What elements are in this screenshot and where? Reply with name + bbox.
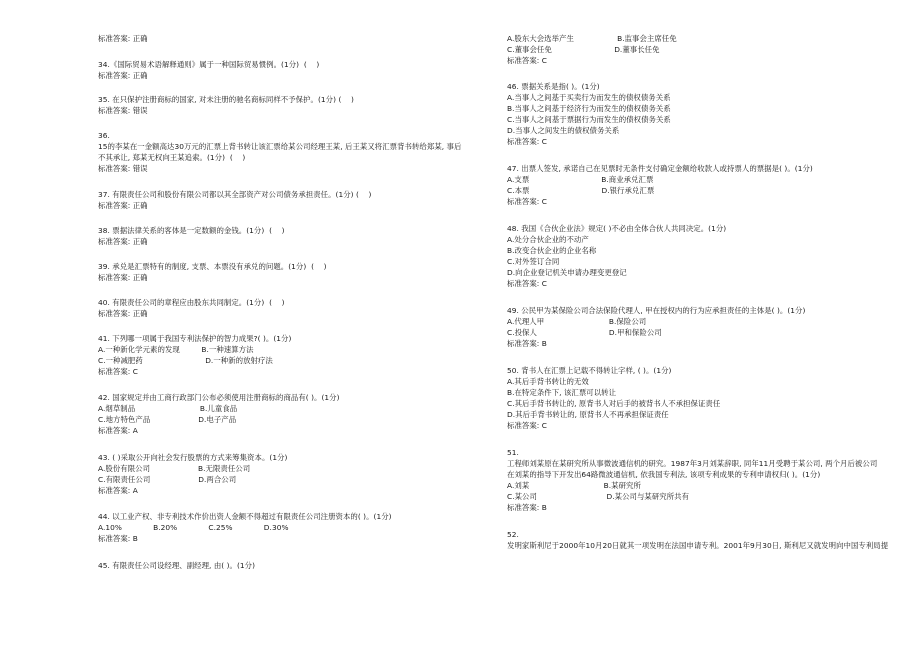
question-line: 38. 票据法律关系的客体是一定数额的金钱。(1分) ( ): [98, 226, 285, 235]
option-line: A.代理人甲 B.保险公司: [507, 317, 647, 326]
option-line: D.其后手背书转让的, 原背书人不再承担保证责任: [507, 410, 669, 419]
question-line: 发明家斯利尼于2000年10月20日就其一项发明在法国申请专利。2001年9月30日, 斯利尼又就发明向中国专利局提: [507, 541, 889, 550]
option-line: B.在特定条件下, 该汇票可以转让: [507, 388, 617, 397]
answer-line: 标准答案: C: [507, 56, 547, 65]
question-line: 39. 承兑是汇票特有的制度, 支票、本票没有承兑的问题。(1分) ( ): [98, 262, 327, 271]
option-line: C.投保人 D.甲和保险公司: [507, 328, 662, 337]
option-line: C.其后手背书转让的, 原背书人对后手的被背书人不承担保证责任: [507, 399, 721, 408]
answer-line: 标准答案: 错误: [98, 164, 148, 173]
option-line: A.股份有限公司 B.无限责任公司: [98, 464, 251, 473]
question-number: 52.: [507, 530, 519, 539]
option-line: A.烟草制品 B.儿童食品: [98, 404, 238, 413]
option-line: A.10% B.20% C.25% D.30%: [98, 523, 289, 532]
answer-line: 标准答案: 正确: [98, 273, 148, 282]
option-line: C.一种减肥药 D.一种新的放射疗法: [98, 356, 273, 365]
question-line: 45. 有限责任公司设经理、副经理, 由( )。(1分): [98, 561, 256, 570]
answer-line: 标准答案: B: [507, 503, 547, 512]
answer-line: 标准答案: C: [507, 197, 547, 206]
option-line: A.支票 B.商业承兑汇票: [507, 175, 654, 184]
option-line: C.董事会任免 D.董事长任免: [507, 45, 660, 54]
option-line: A.刘某 B.某研究所: [507, 481, 641, 490]
answer-line: 标准答案: C: [507, 137, 547, 146]
option-line: A.当事人之间基于买卖行为而发生的债权债务关系: [507, 93, 671, 102]
question-line: 46. 票据关系是指( )。(1分): [507, 82, 600, 91]
answer-line: 标准答案: 正确: [98, 34, 148, 43]
answer-line: 标准答案: A: [98, 426, 138, 435]
question-line: 44. 以工业产权、非专利技术作价出资人金额不得超过有限责任公司注册资本的( )。(1分): [98, 512, 392, 521]
question-number: 36.: [98, 131, 110, 140]
answer-line: 标准答案: C: [507, 421, 547, 430]
question-line: 43. ( )采取公开向社会发行股票的方式来筹集资本。(1分): [98, 453, 288, 462]
answer-line: 标准答案: 正确: [98, 309, 148, 318]
question-line: 48. 我国《合伙企业法》规定( )不必由全体合伙人共同决定。(1分): [507, 224, 727, 233]
option-line: A.其后手背书转让的无效: [507, 377, 589, 386]
option-line: C.地方特色产品 D.电子产品: [98, 415, 237, 424]
option-line: B.改变合伙企业的企业名称: [507, 246, 597, 255]
answer-line: 标准答案: 正确: [98, 201, 148, 210]
answer-line: 标准答案: A: [98, 486, 138, 495]
question-line: 34.《国际贸易术语解释通则》属于一种国际贸易惯例。(1分) ( ): [98, 60, 320, 69]
option-line: C.当事人之间基于票据行为而发生的债权债务关系: [507, 115, 671, 124]
question-line: 42. 国家规定并由工商行政部门公布必须使用注册商标的商品有( )。(1分): [98, 393, 340, 402]
option-line: A.一种新化学元素的发现 B.一种速算方法: [98, 345, 254, 354]
question-line: 47. 出票人签发, 承诺自己在见票时无条件支付确定金额给收款人或持票人的票据是( )。(1分): [507, 164, 813, 173]
option-line: A.处分合伙企业的不动产: [507, 235, 589, 244]
question-line: 15的李某在一金额高达30万元的汇票上背书转让该汇票给某公司经理王某, 后王某又将汇票背书转给郑某, 事后: [98, 142, 462, 151]
answer-line: 标准答案: B: [507, 339, 547, 348]
option-line: C.本票 D.银行承兑汇票: [507, 186, 655, 195]
option-line: C.某公司 D.某公司与某研究所共有: [507, 492, 690, 501]
question-line: 35. 在只保护注册商标的国家, 对未注册的驰名商标同样不予保护。(1分) ( ): [98, 95, 354, 104]
option-line: D.当事人之间发生的债权债务关系: [507, 126, 620, 135]
option-line: D.向企业登记机关申请办理变更登记: [507, 268, 627, 277]
option-line: C.对外签订合同: [507, 257, 560, 266]
answer-line: 标准答案: B: [98, 534, 138, 543]
option-line: A.股东大会选举产生 B.监事会主席任免: [507, 34, 677, 43]
answer-line: 标准答案: C: [507, 279, 547, 288]
answer-line: 标准答案: 正确: [98, 71, 148, 80]
question-line: 在刘某的指导下开发出64路微波通信机, 依我国专利法, 该项专利成果的专利申请权归( )。(1分): [507, 470, 821, 479]
question-line: 37. 有限责任公司和股份有限公司都以其全部资产对公司债务承担责任。(1分) ( ): [98, 190, 372, 199]
question-line: 工程师刘某原在某研究所从事微波通信机的研究。1987年3月刘某辞职, 同年11月受聘于某公司, 两个月后被公司: [507, 459, 878, 468]
answer-line: 标准答案: 错误: [98, 106, 148, 115]
question-number: 51.: [507, 448, 519, 457]
question-line: 40. 有限责任公司的章程应由股东共同制定。(1分) ( ): [98, 298, 285, 307]
question-line: 49. 公民甲为某保险公司合法保险代理人, 甲在授权内的行为应承担责任的主体是( )。(1分): [507, 306, 806, 315]
answer-line: 标准答案: 正确: [98, 237, 148, 246]
answer-line: 标准答案: C: [98, 367, 138, 376]
question-line: 不其承让, 郑某无权向王某追索。(1分) ( ): [98, 153, 246, 162]
question-line: 50. 背书人在汇票上记载不得转让字样, ( )。(1分): [507, 366, 672, 375]
question-line: 41. 下列哪一项属于我国专利法保护的智力成果?( )。(1分): [98, 334, 292, 343]
option-line: B.当事人之间基于经济行为而发生的债权债务关系: [507, 104, 671, 113]
option-line: C.有限责任公司 D.两合公司: [98, 475, 237, 484]
